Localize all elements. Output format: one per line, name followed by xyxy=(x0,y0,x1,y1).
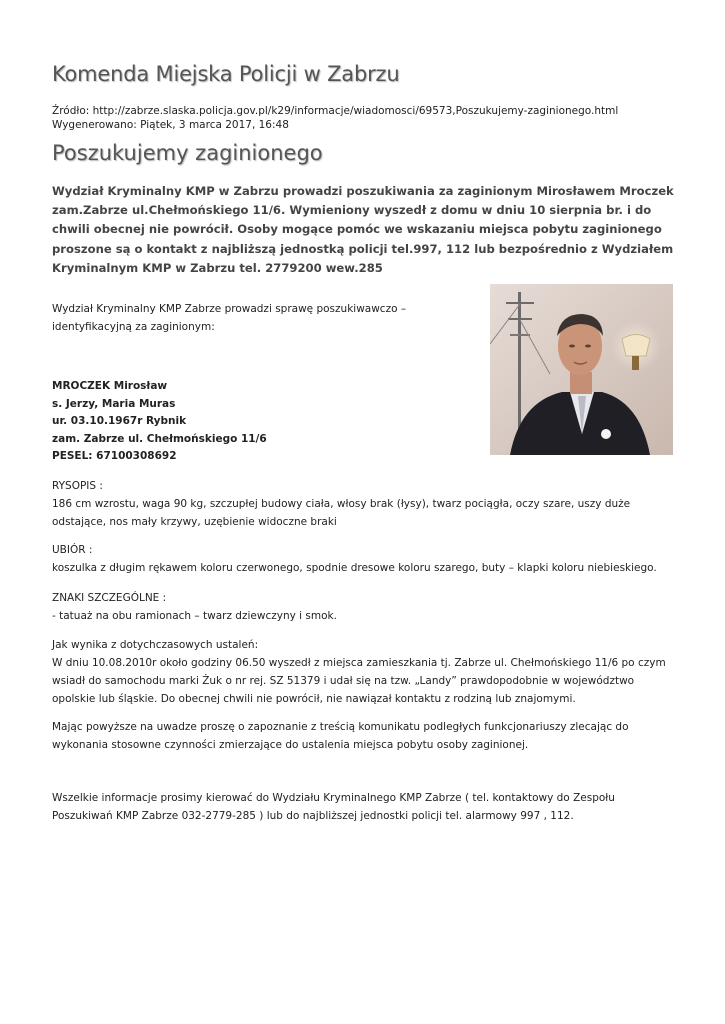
ubior-label: UBIÓR : xyxy=(52,544,93,556)
person-name: MROCZEK Mirosław xyxy=(52,380,168,392)
intro-paragraph: Wydział Kryminalny KMP Zabrze prowadzi sprawę poszukiwawczo – identyfikacyjną za zaginionym: xyxy=(52,303,407,333)
source-url: Źródło: http://zabrze.slaska.policja.gov.pl/k29/informacje/wiadomosci/69573,Poszukujemy-zaginionego.html xyxy=(52,105,619,117)
person-identity xyxy=(52,378,267,466)
document-meta xyxy=(52,104,618,132)
site-title: Komenda Miejska Policji w Zabrzu xyxy=(52,62,400,86)
person-parents: s. Jerzy, Maria Muras xyxy=(52,397,176,410)
ustalenia-section xyxy=(52,636,674,708)
ubior-section xyxy=(52,541,674,577)
znaki-section xyxy=(52,589,674,625)
person-birth: ur. 03.10.1967r Rybnik xyxy=(52,415,187,427)
contact-paragraph: Wszelkie informacje prosimy kierować do Wydziału Kryminalnego KMP Zabrze ( tel. kontaktowy do Zespołu Poszukiwań KMP Zabrze 032-2779-285 ) lub do najbliższej jednostki policji tel. alarmowy 997 , 112. xyxy=(52,792,615,822)
person-address: zam. Zabrze ul. Chełmońskiego 11/6 xyxy=(52,432,267,445)
person-photo-illustration xyxy=(490,284,673,455)
rysopis-section xyxy=(52,477,674,531)
ustalenia-label: Jak wynika z dotychczasowych ustaleń: xyxy=(52,639,259,651)
article-lead: Wydział Kryminalny KMP w Zabrzu prowadzi poszukiwania za zaginionym Mirosławem Mroczek zam.Zabrze ul.Chełmońskiego 11/6. Wymieniony wyszedł z domu w dniu 10 sierpnia br. i do chwili obecnej nie powrócił. Osoby mogące pomóc we wskazaniu miejsca pobytu zaginionego proszone są o kontakt z najbliższą jednostką policji tel.997, 112 lub bezpośrednio z Wydziałem Kryminalnym KMP w Zabrzu tel. 2779200 wew.285 xyxy=(52,184,674,275)
ubior-text: koszulka z długim rękawem koloru czerwonego, spodnie dresowe koloru szarego, buty – klapki koloru niebieskiego. xyxy=(52,562,657,574)
article-title: Poszukujemy zaginionego xyxy=(52,141,323,165)
znaki-text: - tatuaż na obu ramionach – twarz dziewczyny i smok. xyxy=(52,610,337,622)
missing-person-photo xyxy=(490,284,673,455)
rysopis-text: 186 cm wzrostu, waga 90 kg, szczupłej budowy ciała, włosy brak (łysy), twarz pociągła, oczy szare, uszy duże odstające, nos mały krzywy, uzębienie widoczne braki xyxy=(52,498,631,528)
rysopis-label: RYSOPIS : xyxy=(52,480,103,492)
appeal-paragraph: Mając powyższe na uwadze proszę o zapoznanie z treścią komunikatu podległych funkcjonariuszy zlecając do wykonania stosowne czynności zmierzające do ustalenia miejsca pobytu osoby zaginionej. xyxy=(52,721,629,751)
generated-date: Wygenerowano: Piątek, 3 marca 2017, 16:48 xyxy=(52,119,289,131)
znaki-label: ZNAKI SZCZEGÓLNE : xyxy=(52,592,167,604)
ustalenia-text: W dniu 10.08.2010r około godziny 06.50 wyszedł z miejsca zamieszkania tj. Zabrze ul. Chełmońskiego 11/6 po czym wsiadł do samochodu marki Żuk o nr rej. SZ 51379 i udał się na tzw. „Landy” prawdopodobnie w województwo opolskie lub śląskie. Do obecnej chwili nie powrócił, nie nawiązał kontaktu z rodziną lub znajomymi. xyxy=(52,657,666,705)
person-pesel: PESEL: 67100308692 xyxy=(52,450,177,462)
